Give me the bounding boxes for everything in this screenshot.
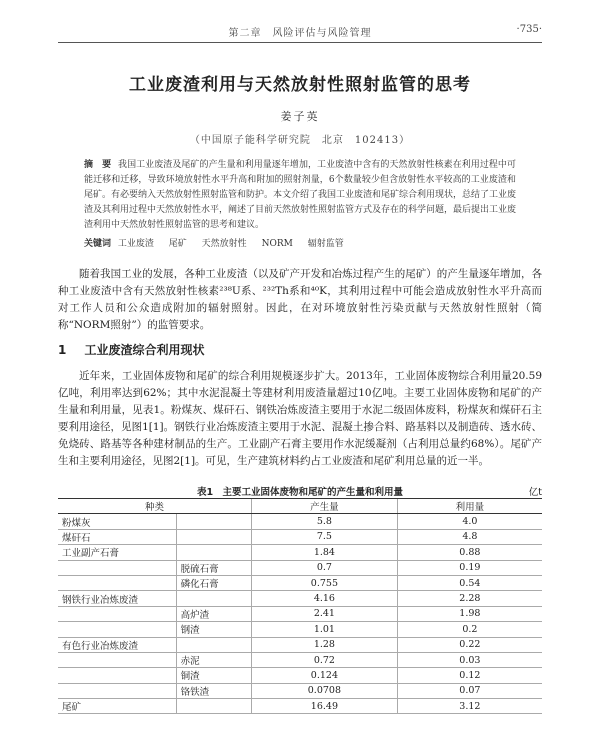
table-cell-c2: 赤泥 [176, 652, 251, 667]
abstract-text: 我国工业废渣及尾矿的产生量和利用量逐年增加，工业废渣中含有的天然放射性核素在利用过程中可能迁移和迁移，导致环境放射性水平升高和附加的照射剂量，6个数量较少但含放射性水平较高的工业废渣和尾矿。有必要纳入天然放射性照射监管和防护。本文介绍了我国工业废渣和尾矿综合利用现状，总结了工业废渣及其利用过程中天然放射性水平，阐述了目前天然放射性照射监管方式及存在的科学问题，最后提出工业废渣利用中天然放射性照射监管的思考和建议。 [84, 160, 517, 230]
table-cell-c2 [176, 514, 251, 529]
table-row [58, 529, 542, 544]
section-heading [58, 341, 205, 358]
table-cell-c1 [58, 560, 176, 575]
table-cell-c2 [176, 529, 251, 544]
table-cell-c3: 0.7 [252, 560, 398, 575]
keyword: 工业废渣 [117, 239, 154, 249]
table-cell-c1 [58, 652, 176, 667]
section-paragraph: 近年来，工业固体废物和尾矿的综合利用规模逐步扩大。2013年，工业固体废物综合利用量20.59亿吨，利用率达到62%；其中水泥混凝土等建材利用废渣量超过10亿吨。主要工业固体废物和尾矿的产生量和利用量，见表1。粉煤灰、煤矸石、钢铁冶炼废渣主要用于水泥二级固体废料，粉煤灰和煤矸石主要利用途径，见图1[1]。钢铁行业冶炼废渣主要用于水泥、混凝土掺合料、路基料以及制造砖、透水砖、免烧砖、路基等各种建材制品的生产。工业副产石膏主要用作水泥缓凝剂（占利用总量约68%）。尾矿产生和主要利用途径，见图2[1]。可见，生产建筑材料约占工业废渣和尾矿利用总量的近一半。 [58, 370, 542, 467]
table-cell-c1: 煤矸石 [58, 529, 176, 544]
table-cell-c4: 4.0 [397, 514, 542, 529]
table-row [58, 652, 542, 667]
waste-table [58, 498, 542, 714]
table-cell-c2 [176, 545, 251, 560]
affiliation: （中国原子能科学研究院 北京 102413） [189, 135, 411, 146]
table-cell-c4: 2.28 [397, 591, 542, 606]
header-utilization: 利用量 [397, 499, 542, 514]
table-cell-c3: 1.84 [252, 545, 398, 560]
table-cell-c3: 16.49 [252, 699, 398, 714]
table-cell-c4: 4.8 [397, 529, 542, 544]
running-head [58, 24, 542, 40]
table-cell-c2 [176, 591, 251, 606]
table-cell-c3: 0.124 [252, 668, 398, 683]
keyword: 天然放射性 [201, 239, 247, 249]
table-row [58, 560, 542, 575]
table-cell-c1 [58, 683, 176, 698]
table-row [58, 637, 542, 652]
page-number: ·735· [516, 24, 542, 35]
table-cell-c1: 有色行业冶炼废渣 [58, 637, 176, 652]
table-row [58, 514, 542, 529]
table-cell-c1: 工业副产石膏 [58, 545, 176, 560]
table-cell-c3: 0.755 [252, 575, 398, 590]
table-cell-c2: 脱硫石膏 [176, 560, 251, 575]
table-title: 表1 主要工业固体废物和尾矿的产生量和利用量 [196, 487, 404, 498]
table-row [58, 545, 542, 560]
table-cell-c4: 0.07 [397, 683, 542, 698]
table-cell-c3: 1.01 [252, 622, 398, 637]
chapter-title: 第二章 风险评估与风险管理 [228, 28, 372, 39]
abstract-label: 摘 要 [84, 160, 112, 170]
table-cell-c4: 0.12 [397, 668, 542, 683]
table-cell-c4: 0.19 [397, 560, 542, 575]
keyword: 辐射监管 [307, 239, 344, 249]
header-category: 种类 [58, 499, 252, 514]
table-cell-c1 [58, 622, 176, 637]
table-cell-c1 [58, 668, 176, 683]
table-cell-c1: 粉煤灰 [58, 514, 176, 529]
keyword: 尾矿 [168, 239, 187, 249]
table-cell-c3: 4.16 [252, 591, 398, 606]
header-rule [58, 42, 542, 43]
table-row [58, 606, 542, 621]
section-number: 1 [58, 343, 67, 357]
table-cell-c3: 5.8 [252, 514, 398, 529]
paper-title: 工业废渣利用与天然放射性照射监管的思考 [129, 75, 471, 95]
table-cell-c2 [176, 699, 251, 714]
table-cell-c3: 0.0708 [252, 683, 398, 698]
section-title: 工业废渣综合利用现状 [84, 343, 205, 357]
keywords-label: 关键词 [84, 239, 112, 249]
table-row [58, 699, 542, 714]
abstract [84, 158, 516, 233]
table-cell-c2 [176, 637, 251, 652]
table-cell-c4: 0.22 [397, 637, 542, 652]
table-cell-c1: 钢铁行业冶炼废渣 [58, 591, 176, 606]
table-cell-c1: 尾矿 [58, 699, 176, 714]
table-cell-c2: 铬铁渣 [176, 683, 251, 698]
table-unit: 亿t [528, 487, 542, 498]
keyword: NORM [261, 239, 293, 249]
table-row [58, 591, 542, 606]
header-production: 产生量 [252, 499, 398, 514]
table-cell-c4: 0.2 [397, 622, 542, 637]
table-cell-c4: 1.98 [397, 606, 542, 621]
table-cell-c2: 钢渣 [176, 622, 251, 637]
table-cell-c4: 0.54 [397, 575, 542, 590]
table-cell-c2: 铜渣 [176, 668, 251, 683]
table-header-row [58, 499, 542, 514]
table-cell-c3: 1.28 [252, 637, 398, 652]
table-cell-c2: 磷化石膏 [176, 575, 251, 590]
table-cell-c1 [58, 606, 176, 621]
intro-paragraph: 随着我国工业的发展，各种工业废渣（以及矿产开发和冶炼过程产生的尾矿）的产生量逐年增加，各种工业废渣中含有天然放射性核素²³⁸U系、²³²Th系和⁴⁰K，其利用过程中可能会造成放射性水平升高而对工作人员和公众造成附加的辐射照射。因此，在对环境放射性污染贡献与天然放射性照射（简称“NORM照射”）的监管要求。 [58, 268, 542, 331]
table-cell-c3: 7.5 [252, 529, 398, 544]
table-cell-c4: 0.88 [397, 545, 542, 560]
table-row [58, 575, 542, 590]
table-cell-c3: 2.41 [252, 606, 398, 621]
keywords [84, 236, 516, 249]
author: 姜子英 [280, 110, 320, 123]
table-cell-c4: 0.03 [397, 652, 542, 667]
table-row [58, 668, 542, 683]
table-cell-c1 [58, 575, 176, 590]
table-row [58, 622, 542, 637]
table-cell-c2: 高炉渣 [176, 606, 251, 621]
table-row [58, 683, 542, 698]
table-cell-c4: 3.12 [397, 699, 542, 714]
table-cell-c3: 0.72 [252, 652, 398, 667]
